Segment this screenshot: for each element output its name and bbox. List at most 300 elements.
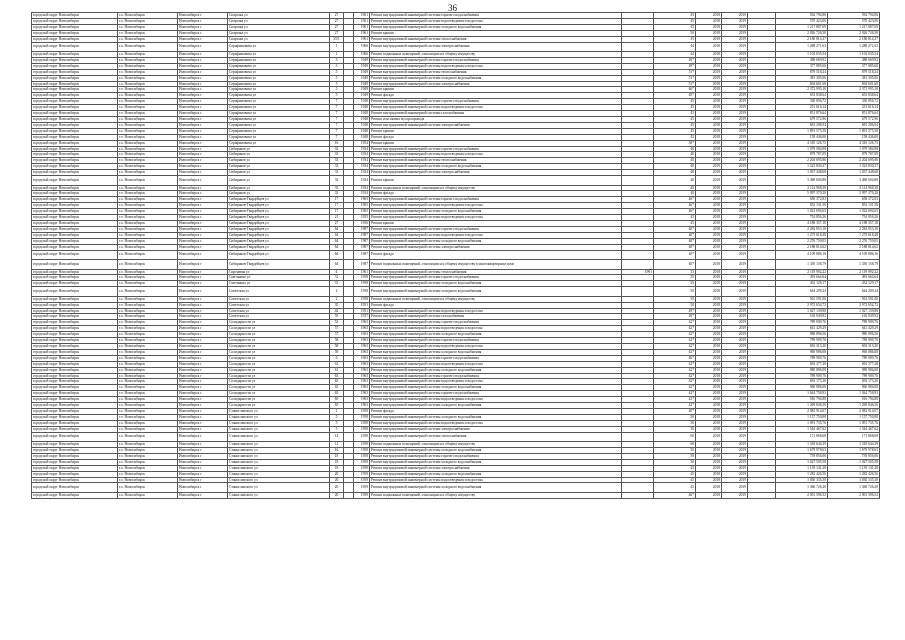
cost-cell: 1 037 448,68 (776, 170, 828, 176)
start-year-cell: 2018 (696, 453, 722, 459)
work-type-cell: Ремонт крыши (370, 221, 622, 227)
cost-cell: 377 885,60 (776, 63, 828, 69)
start-year-cell: 2018 (696, 448, 722, 454)
municipality-cell: г.о. Новосибирск (118, 326, 178, 332)
street-cell: Сибиряков ул (228, 185, 330, 191)
city-cell: Новосибирск г (178, 355, 228, 361)
start-year-cell: 2018 (696, 397, 722, 403)
build-year-cell: 1963 (354, 326, 370, 332)
extra-year-cell (622, 432, 654, 442)
municipality-cell: г.о. Новосибирск (118, 320, 178, 326)
cost-cell: 1 275 618,48 (776, 232, 828, 238)
municipality-cell: г.о. Новосибирск (118, 146, 178, 152)
city-cell: Новосибирск г (178, 414, 228, 420)
street-cell: Станиславского ул (228, 420, 330, 426)
municipality-cell: г.о. Новосибирск (118, 152, 178, 158)
street-cell: Серафимовича ул (228, 57, 330, 63)
end-year-cell: 2019 (722, 492, 748, 498)
street-cell: Серафимовича ул (228, 63, 330, 69)
end-year-cell: 2019 (722, 209, 748, 215)
work-type-cell: Ремонт внутридомовой инженерной системы горячего водоснабжения (370, 373, 622, 379)
total-cost-cell: 641 429,29 (828, 326, 880, 332)
start-year-cell: 2018 (696, 361, 722, 367)
house-number-cell: 18 (330, 465, 344, 471)
work-type-cell: Ремонт внутридомовой инженерной системы горячего водоснабжения (370, 355, 622, 361)
blank-cell (748, 250, 776, 260)
end-year-cell: 2019 (722, 226, 748, 232)
blank-cell (748, 483, 776, 493)
municipality-cell: г.о. Новосибирск (118, 93, 178, 99)
street-cell: Станиславского ул (228, 453, 330, 459)
cost-cell: 644 209,24 (776, 287, 828, 297)
work-type-cell: Ремонт подвальных помещений, относящихся к общему имуществу (370, 52, 622, 58)
cost-cell: 1 288 271,63 (776, 42, 828, 52)
municipality-cell: г.о. Новосибирск (118, 379, 178, 385)
build-year-cell: 1959 (354, 492, 370, 498)
start-year-cell: 2018 (696, 483, 722, 493)
work-type-cell: Ремонт внутридомовой инженерной системы холодного водоснабжения (370, 349, 622, 355)
start-year-cell: 2018 (696, 492, 722, 498)
municipality-cell: г.о. Новосибирск (118, 191, 178, 197)
end-year-cell: 2019 (722, 442, 748, 448)
street-cell: Сибиряков-Гвардейцев ул (228, 197, 330, 203)
district-cell: городской округ Новосибирск (32, 176, 118, 186)
build-year-cell: 1954 (354, 140, 370, 146)
wear-percent-cell: 46* (654, 87, 696, 93)
district-cell: городской округ Новосибирск (32, 477, 118, 483)
street-cell: Солидарности ул (228, 349, 330, 355)
build-year-cell: 1961 (354, 24, 370, 30)
total-cost-cell: 851 876,64 (828, 111, 880, 117)
city-cell: Новосибирск г (178, 209, 228, 215)
municipality-cell: г.о. Новосибирск (118, 349, 178, 355)
street-cell: Серафимовича ул (228, 99, 330, 105)
municipality-cell: г.о. Новосибирск (118, 134, 178, 140)
work-type-cell: Ремонт фасада (370, 408, 622, 414)
city-cell: Новосибирск г (178, 397, 228, 403)
blank-cell (344, 42, 354, 52)
house-number-cell: 57 (330, 332, 344, 338)
end-year-cell: 2019 (722, 426, 748, 432)
city-cell: Новосибирск г (178, 244, 228, 250)
end-year-cell: 2019 (722, 215, 748, 221)
cost-cell: 1 350 158,79 (776, 260, 828, 270)
municipality-cell: г.о. Новосибирск (118, 269, 178, 275)
build-year-cell: 1958 (354, 281, 370, 287)
cost-cell: 679 572,96 (776, 117, 828, 123)
municipality-cell: г.о. Новосибирск (118, 281, 178, 287)
house-number-cell: 7 (330, 99, 344, 105)
total-cost-cell: 4 188 357,18 (828, 221, 880, 227)
end-year-cell: 2019 (722, 36, 748, 42)
blank-cell (748, 260, 776, 270)
wear-percent-cell: 45 (654, 477, 696, 483)
total-cost-cell: 3 468 604,80 (828, 176, 880, 186)
total-cost-cell: 381 305,06 (828, 75, 880, 81)
street-cell: Серафимовича ул (228, 122, 330, 128)
street-cell: Советская ул (228, 314, 330, 320)
cost-cell: 879 787,09 (776, 152, 828, 158)
municipality-cell: г.о. Новосибирск (118, 448, 178, 454)
district-cell: городской округ Новосибирск (32, 215, 118, 221)
cost-cell: 1 027 505,58 (776, 459, 828, 465)
wear-percent-cell: 45 (654, 24, 696, 30)
work-type-cell: Ремонт или замена мусоропровода (370, 117, 622, 123)
total-cost-cell: 1 037 448,68 (828, 170, 880, 176)
work-type-cell: Ремонт фасада (370, 93, 622, 99)
end-year-cell: 2019 (722, 367, 748, 373)
street-cell: Солидарности ул (228, 355, 330, 361)
total-cost-cell: 681 206,94 (828, 122, 880, 128)
end-year-cell: 2019 (722, 69, 748, 75)
build-year-cell: 1934 (354, 152, 370, 158)
house-number-cell: 5 (330, 426, 344, 432)
municipality-cell: г.о. Новосибирск (118, 52, 178, 58)
total-cost-cell: 1 275 618,48 (828, 232, 880, 238)
extra-year-cell (622, 260, 654, 270)
city-cell: Новосибирск г (178, 477, 228, 483)
end-year-cell: 2019 (722, 483, 748, 493)
cost-cell: 692 313,20 (776, 344, 828, 350)
wear-percent-cell: 42* (654, 385, 696, 391)
end-year-cell: 2019 (722, 361, 748, 367)
house-number-cell: 33 (330, 158, 344, 164)
street-cell: Спартака ул (228, 13, 330, 19)
district-cell: городской округ Новосибирск (32, 18, 118, 24)
work-type-cell: Ремонт внутридомовой инженерной системы электроснабжения (370, 81, 622, 87)
city-cell: Новосибирск г (178, 426, 228, 432)
blank-cell (344, 260, 354, 270)
wear-percent-cell: 42* (654, 367, 696, 373)
total-cost-cell: 1 360 726,20 (828, 483, 880, 493)
wear-percent-cell: 44 (654, 42, 696, 52)
city-cell: Новосибирск г (178, 420, 228, 426)
build-year-cell: 1963 (354, 361, 370, 367)
house-number-cell: 59 (330, 349, 344, 355)
work-type-cell: Ремонт внутридомовой инженерной системы водоотведения и водостока (370, 420, 622, 426)
build-year-cell: 1958 (354, 287, 370, 297)
build-year-cell: 1948 (354, 111, 370, 117)
house-number-cell: 61 (330, 367, 344, 373)
start-year-cell: 2018 (696, 326, 722, 332)
build-year-cell: 1958 (354, 296, 370, 302)
cost-cell: 1 102 035,54 (776, 52, 828, 58)
house-number-cell: 7 (330, 122, 344, 128)
municipality-cell: г.о. Новосибирск (118, 18, 178, 24)
work-type-cell: Ремонт крыши (370, 128, 622, 134)
municipality-cell: г.о. Новосибирск (118, 140, 178, 146)
work-type-cell: Ремонт внутридомовой инженерной системы холодного водоснабжения (370, 281, 622, 287)
house-number-cell: 64 (330, 260, 344, 270)
total-cost-cell: 5 997 370,28 (828, 191, 880, 197)
build-year-cell: 1961 (354, 30, 370, 36)
wear-percent-cell: 42* (654, 332, 696, 338)
build-year-cell: 1949 (354, 93, 370, 99)
wear-percent-cell: 45 (654, 111, 696, 117)
build-year-cell: 1934 (354, 176, 370, 186)
municipality-cell: г.о. Новосибирск (118, 453, 178, 459)
total-cost-cell: 2 180 814,37 (828, 36, 880, 42)
wear-percent-cell: 40 (654, 164, 696, 170)
cost-cell: 851 876,64 (776, 111, 828, 117)
city-cell: Новосибирск г (178, 332, 228, 338)
cost-cell: 879 518,24 (776, 69, 828, 75)
house-number-cell: 5 (330, 87, 344, 93)
work-type-cell: Ремонт внутридомовой инженерной системы газоснабжения (370, 111, 622, 117)
work-type-cell: Ремонт внутридомовой инженерной системы водоотведения и водостока (370, 152, 622, 158)
end-year-cell: 2019 (722, 232, 748, 238)
street-cell: Станиславского ул (228, 477, 330, 483)
municipality-cell: г.о. Новосибирск (118, 197, 178, 203)
municipality-cell: г.о. Новосибирск (118, 426, 178, 432)
start-year-cell: 2018 (696, 238, 722, 244)
total-cost-cell: 1 544 467,62 (828, 426, 880, 432)
house-number-cell: 33 (330, 146, 344, 152)
extra-year-cell (622, 483, 654, 493)
cost-cell: 5 997 370,28 (776, 191, 828, 197)
work-type-cell: Ремонт внутридомовой инженерной системы горячего водоснабжения (370, 391, 622, 397)
house-number-cell: 65 (330, 403, 344, 409)
table-row (32, 42, 880, 52)
city-cell: Новосибирск г (178, 344, 228, 350)
street-cell: Сибиряков ул (228, 191, 330, 197)
total-cost-cell: 1 079 584,98 (828, 146, 880, 152)
street-cell: Сибиряков ул (228, 152, 330, 158)
district-cell: городской округ Новосибирск (32, 281, 118, 287)
house-number-cell: 27 (330, 30, 344, 36)
build-year-cell: 1963 (354, 349, 370, 355)
city-cell: Новосибирск г (178, 302, 228, 308)
municipality-cell: г.о. Новосибирск (118, 158, 178, 164)
district-cell: городской округ Новосибирск (32, 308, 118, 314)
end-year-cell: 2019 (722, 87, 748, 93)
cost-cell: 251 616,14 (776, 105, 828, 111)
start-year-cell: 2018 (696, 170, 722, 176)
house-number-cell: 5 (330, 81, 344, 87)
municipality-cell: г.о. Новосибирск (118, 24, 178, 30)
street-cell: Спартака ул (228, 36, 330, 42)
build-year-cell: 1948 (354, 134, 370, 140)
start-year-cell: 2018 (696, 442, 722, 448)
build-year-cell: 1951 (354, 308, 370, 314)
work-type-cell: Ремонт внутридомовой инженерной системы электроснабжения (370, 426, 622, 432)
district-cell: городской округ Новосибирск (32, 442, 118, 448)
blank-cell (748, 432, 776, 442)
municipality-cell: г.о. Новосибирск (118, 232, 178, 238)
start-year-cell: 2018 (696, 232, 722, 238)
build-year-cell: 1959 (354, 483, 370, 493)
wear-percent-cell: 45 (654, 13, 696, 19)
district-cell: городской округ Новосибирск (32, 42, 118, 52)
city-cell: Новосибирск г (178, 379, 228, 385)
street-cell: Станиславского ул (228, 465, 330, 471)
total-cost-cell: 2 972 654,72 (828, 302, 880, 308)
municipality-cell: г.о. Новосибирск (118, 215, 178, 221)
work-type-cell: Ремонт подвальных помещений, относящихся к общему имуществу (370, 296, 622, 302)
house-number-cell: 17 (330, 203, 344, 209)
street-cell: Серафимовича ул (228, 105, 330, 111)
end-year-cell: 2019 (722, 373, 748, 379)
house-number-cell: 64 (330, 244, 344, 250)
wear-percent-cell: 40* (654, 232, 696, 238)
end-year-cell: 2019 (722, 30, 748, 36)
work-type-cell: Ремонт внутридомовой инженерной системы холодного водоснабжения (370, 209, 622, 215)
cost-cell: 330 856,72 (776, 99, 828, 105)
house-number-cell: 17 (330, 197, 344, 203)
end-year-cell: 2019 (722, 170, 748, 176)
build-year-cell: 1958 (354, 453, 370, 459)
work-type-cell: Ремонт крыши (370, 140, 622, 146)
cost-cell: 2 276 759,05 (776, 238, 828, 244)
city-cell: Новосибирск г (178, 75, 228, 81)
street-cell: Серафимовича ул (228, 134, 330, 140)
city-cell: Новосибирск г (178, 215, 228, 221)
district-cell: городской округ Новосибирск (32, 314, 118, 320)
cost-cell: 960 886,08 (776, 385, 828, 391)
end-year-cell: 2019 (722, 203, 748, 209)
start-year-cell: 2018 (696, 81, 722, 87)
district-cell: городской округ Новосибирск (32, 302, 118, 308)
municipality-cell: г.о. Новосибирск (118, 57, 178, 63)
house-number-cell: 65 (330, 391, 344, 397)
work-type-cell: Ремонт внутридомовой инженерной системы холодного водоснабжения (370, 238, 622, 244)
work-type-cell: Ремонт подвальных помещений, относящихся к общему имуществу в многоквартирном доме (370, 260, 622, 270)
start-year-cell: 2018 (696, 414, 722, 420)
work-type-cell: Ремонт внутридомовой инженерной системы электроснабжения (370, 244, 622, 250)
wear-percent-cell: 60 (654, 432, 696, 442)
total-cost-cell: 692 173,20 (828, 379, 880, 385)
district-cell: городской округ Новосибирск (32, 105, 118, 111)
house-number-cell: 4 (330, 269, 344, 275)
cost-cell: 388 669,92 (776, 57, 828, 63)
street-cell: Спартака ул (228, 18, 330, 24)
street-cell: Солидарности ул (228, 361, 330, 367)
wear-percent-cell: 40* (654, 408, 696, 414)
end-year-cell: 2019 (722, 308, 748, 314)
work-type-cell: Ремонт внутридомовой инженерной системы холодного водоснабжения (370, 332, 622, 338)
wear-percent-cell: 40* (654, 238, 696, 244)
total-cost-cell: 1 891 575,58 (828, 128, 880, 134)
district-cell: городской округ Новосибирск (32, 244, 118, 250)
city-cell: Новосибирск г (178, 105, 228, 111)
start-year-cell: 2018 (696, 367, 722, 373)
house-number-cell: 1 (330, 408, 344, 414)
wear-percent-cell: 35 (654, 36, 696, 42)
end-year-cell: 2019 (722, 111, 748, 117)
table-body (32, 13, 880, 499)
district-cell: городской округ Новосибирск (32, 221, 118, 227)
start-year-cell: 2018 (696, 471, 722, 477)
house-number-cell: 7 (330, 134, 344, 140)
city-cell: Новосибирск г (178, 146, 228, 152)
municipality-cell: г.о. Новосибирск (118, 69, 178, 75)
start-year-cell: 2018 (696, 244, 722, 250)
cost-cell: 561 591,00 (776, 296, 828, 302)
wear-percent-cell: 53 (654, 269, 696, 275)
end-year-cell: 2019 (722, 75, 748, 81)
end-year-cell: 2019 (722, 128, 748, 134)
cost-cell: 789 909,76 (776, 355, 828, 361)
work-type-cell: Ремонт внутридомовой инженерной системы холодного водоснабжения (370, 164, 622, 170)
work-type-cell: Ремонт крыши (370, 176, 622, 186)
work-type-cell: Ремонт внутридомовой инженерной системы электроснабжения (370, 122, 622, 128)
house-number-cell: 63 (330, 373, 344, 379)
wear-percent-cell: 46* (654, 355, 696, 361)
work-type-cell: Ремонт внутридомовой инженерной системы холодного водоснабжения (370, 367, 622, 373)
city-cell: Новосибирск г (178, 281, 228, 287)
total-cost-cell: 330 856,72 (828, 99, 880, 105)
total-cost-cell: 377 885,60 (828, 63, 880, 69)
start-year-cell: 2018 (696, 24, 722, 30)
end-year-cell: 2019 (722, 414, 748, 420)
street-cell: Серафимовича ул (228, 128, 330, 134)
cost-cell: 789 909,76 (776, 338, 828, 344)
work-type-cell: Ремонт внутридомовой инженерной системы теплоснабжения (370, 432, 622, 442)
municipality-cell: г.о. Новосибирск (118, 81, 178, 87)
wear-percent-cell: 45 (654, 128, 696, 134)
total-cost-cell: 1 022 694,65 (828, 209, 880, 215)
street-cell: Сибиряков-Гвардейцев ул (228, 221, 330, 227)
work-type-cell: Ремонт внутридомовой инженерной системы теплоснабжения (370, 69, 622, 75)
house-number-cell: 16 (330, 448, 344, 454)
total-cost-cell: 251 616,14 (828, 105, 880, 111)
district-cell: городской округ Новосибирск (32, 391, 118, 397)
house-number-cell: 1 (330, 42, 344, 52)
street-cell: Станиславского ул (228, 492, 330, 498)
street-cell: Солидарности ул (228, 367, 330, 373)
city-cell: Новосибирск г (178, 42, 228, 52)
start-year-cell: 2018 (696, 465, 722, 471)
end-year-cell: 2019 (722, 459, 748, 465)
city-cell: Новосибирск г (178, 326, 228, 332)
total-cost-cell: 171 868,68 (828, 432, 880, 442)
city-cell: Новосибирск г (178, 170, 228, 176)
total-cost-cell: 2 119 992,22 (828, 269, 880, 275)
street-cell: Советская ул (228, 296, 330, 302)
street-cell: Солидарности ул (228, 397, 330, 403)
cost-cell: 641 429,29 (776, 326, 828, 332)
start-year-cell: 2018 (696, 385, 722, 391)
end-year-cell: 2019 (722, 238, 748, 244)
wear-percent-cell: 45 (654, 221, 696, 227)
municipality-cell: г.о. Новосибирск (118, 338, 178, 344)
city-cell: Новосибирск г (178, 164, 228, 170)
start-year-cell: 2019 (696, 36, 722, 42)
house-number-cell: 44 (330, 308, 344, 314)
work-type-cell: Ремонт подвальных помещений, относящихся к общему имуществу (370, 442, 622, 448)
wear-percent-cell: 50 (654, 275, 696, 281)
municipality-cell: г.о. Новосибирск (118, 459, 178, 465)
house-number-cell: 7 (330, 117, 344, 123)
total-cost-cell: 679 572,96 (828, 117, 880, 123)
city-cell: Новосибирск г (178, 338, 228, 344)
end-year-cell: 2019 (722, 197, 748, 203)
start-year-cell: 2018 (696, 308, 722, 314)
start-year-cell: 2018 (696, 281, 722, 287)
end-year-cell: 2019 (722, 122, 748, 128)
build-year-cell: 1965 (354, 197, 370, 203)
wear-percent-cell: 40 (654, 146, 696, 152)
city-cell: Новосибирск г (178, 260, 228, 270)
municipality-cell: г.о. Новосибирск (118, 250, 178, 260)
municipality-cell: г.о. Новосибирск (118, 367, 178, 373)
district-cell: городской округ Новосибирск (32, 81, 118, 87)
municipality-cell: г.о. Новосибирск (118, 185, 178, 191)
house-number-cell: 27 (330, 24, 344, 30)
total-cost-cell: 1 102 035,54 (828, 52, 880, 58)
cost-cell: 4 188 357,18 (776, 221, 828, 227)
work-type-cell: Ремонт внутридомовой инженерной системы холодного водоснабжения (370, 459, 622, 465)
